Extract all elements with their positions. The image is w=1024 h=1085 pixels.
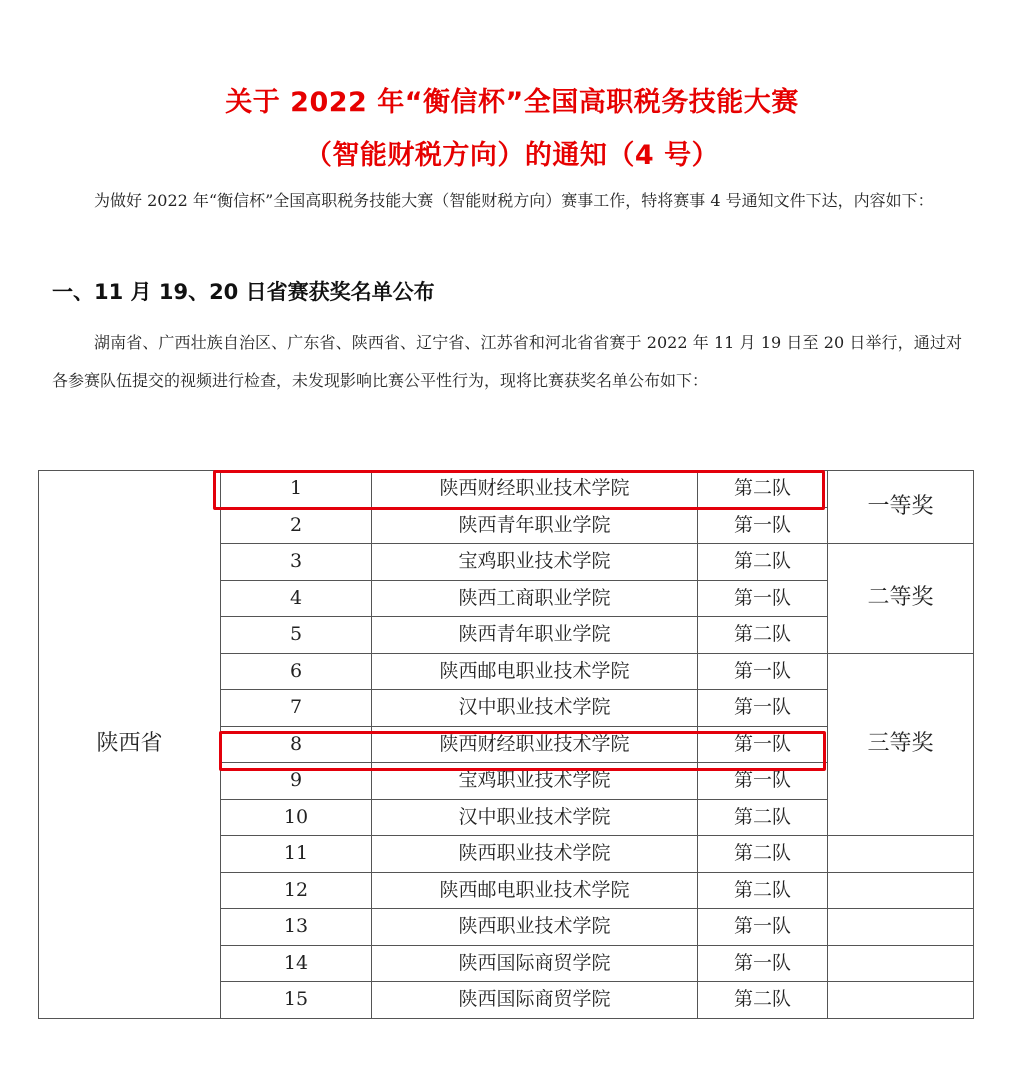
award-cell-third: 三等奖 bbox=[828, 653, 974, 836]
team-cell: 第二队 bbox=[698, 836, 828, 873]
team-cell: 第二队 bbox=[698, 544, 828, 581]
school-cell: 陕西财经职业技术学院 bbox=[372, 471, 698, 508]
rank-cell: 3 bbox=[221, 544, 372, 581]
school-cell: 陕西邮电职业技术学院 bbox=[372, 872, 698, 909]
rank-cell: 8 bbox=[221, 726, 372, 763]
school-cell: 汉中职业技术学院 bbox=[372, 690, 698, 727]
rank-cell: 5 bbox=[221, 617, 372, 654]
team-cell: 第二队 bbox=[698, 799, 828, 836]
table-row bbox=[39, 471, 974, 508]
rank-cell: 11 bbox=[221, 836, 372, 873]
team-cell: 第二队 bbox=[698, 982, 828, 1019]
awards-table-container bbox=[38, 470, 974, 1019]
team-cell: 第二队 bbox=[698, 617, 828, 654]
school-cell: 陕西青年职业学院 bbox=[372, 617, 698, 654]
rank-cell: 6 bbox=[221, 653, 372, 690]
rank-cell: 14 bbox=[221, 945, 372, 982]
school-cell: 陕西工商职业学院 bbox=[372, 580, 698, 617]
rank-cell: 9 bbox=[221, 763, 372, 800]
rank-cell: 2 bbox=[221, 507, 372, 544]
team-cell: 第一队 bbox=[698, 945, 828, 982]
rank-cell: 4 bbox=[221, 580, 372, 617]
rank-cell: 1 bbox=[221, 471, 372, 508]
award-cell-empty bbox=[828, 909, 974, 946]
award-cell-empty bbox=[828, 945, 974, 982]
intro-paragraph: 为做好 2022 年“衡信杯”全国高职税务技能大赛（智能财税方向）赛事工作，特将赛事 4 号通知文件下达，内容如下： bbox=[94, 191, 934, 210]
notice-title-line2: （智能财税方向）的通知（4 号） bbox=[304, 140, 720, 171]
awards-table bbox=[38, 470, 974, 1019]
rank-cell: 10 bbox=[221, 799, 372, 836]
award-cell-second: 二等奖 bbox=[828, 544, 974, 654]
team-cell: 第一队 bbox=[698, 580, 828, 617]
team-cell: 第一队 bbox=[698, 726, 828, 763]
award-cell-empty bbox=[828, 982, 974, 1019]
school-cell: 陕西职业技术学院 bbox=[372, 909, 698, 946]
school-cell: 陕西国际商贸学院 bbox=[372, 945, 698, 982]
team-cell: 第一队 bbox=[698, 763, 828, 800]
school-cell: 陕西财经职业技术学院 bbox=[372, 726, 698, 763]
team-cell: 第一队 bbox=[698, 653, 828, 690]
award-cell-empty bbox=[828, 836, 974, 873]
rank-cell: 12 bbox=[221, 872, 372, 909]
school-cell: 宝鸡职业技术学院 bbox=[372, 544, 698, 581]
rank-cell: 13 bbox=[221, 909, 372, 946]
award-cell-empty bbox=[828, 872, 974, 909]
award-cell-first: 一等奖 bbox=[828, 471, 974, 544]
school-cell: 陕西国际商贸学院 bbox=[372, 982, 698, 1019]
section-body-paragraph: 湖南省、广西壮族自治区、广东省、陕西省、辽宁省、江苏省和河北省省赛于 2022 年 11 月 19 日至 20 日举行，通过对各参赛队伍提交的视频进行检查，未发现影响比赛公平性行为，现将比赛获奖名单公布如下： bbox=[52, 333, 962, 390]
school-cell: 陕西青年职业学院 bbox=[372, 507, 698, 544]
rank-cell: 7 bbox=[221, 690, 372, 727]
province-cell: 陕西省 bbox=[39, 471, 221, 1019]
school-cell: 宝鸡职业技术学院 bbox=[372, 763, 698, 800]
team-cell: 第一队 bbox=[698, 690, 828, 727]
team-cell: 第一队 bbox=[698, 507, 828, 544]
rank-cell: 15 bbox=[221, 982, 372, 1019]
school-cell: 陕西职业技术学院 bbox=[372, 836, 698, 873]
team-cell: 第二队 bbox=[698, 872, 828, 909]
team-cell: 第二队 bbox=[698, 471, 828, 508]
team-cell: 第一队 bbox=[698, 909, 828, 946]
school-cell: 汉中职业技术学院 bbox=[372, 799, 698, 836]
school-cell: 陕西邮电职业技术学院 bbox=[372, 653, 698, 690]
notice-title-line1: 关于 2022 年“衡信杯”全国高职税务技能大赛 bbox=[225, 87, 799, 118]
section-heading: 一、11 月 19、20 日省赛获奖名单公布 bbox=[52, 280, 435, 304]
